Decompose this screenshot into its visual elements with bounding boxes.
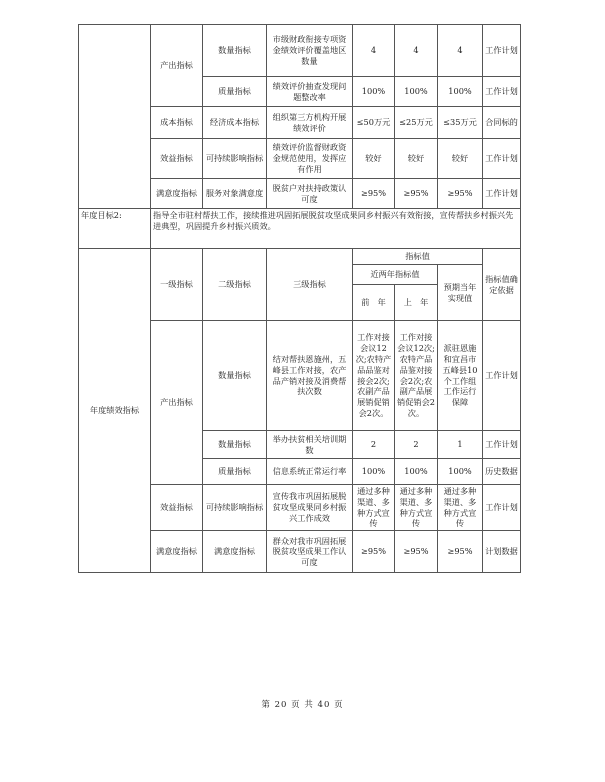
cell-v1: ≥95% — [353, 531, 395, 573]
cell-l1: 效益指标 — [151, 485, 203, 531]
cell-l1: 效益指标 — [151, 139, 203, 179]
cell-l2: 经济成本指标 — [203, 107, 267, 139]
performance-table — [78, 24, 521, 573]
goal-row — [79, 209, 521, 249]
cell-v1: 通过多种渠道、多种方式宣传 — [353, 485, 395, 531]
header-l2: 二级指标 — [203, 249, 267, 321]
cell-l1: 产出指标 — [151, 321, 203, 485]
cell-v2: ≤25万元 — [395, 107, 438, 139]
cell-v2: 工作对接会议12次;农特产品品鉴对接会2次;农副产品展销促销会2次。 — [395, 321, 438, 431]
cell-v3: 较好 — [438, 139, 483, 179]
cell-v1: 4 — [353, 25, 395, 77]
perf-label: 年度绩效指标 — [79, 249, 151, 573]
cell-basis: 合同标的 — [483, 107, 521, 139]
page-number: 第 20 页 共 40 页 — [261, 700, 344, 710]
cell-basis: 工作计划 — [483, 179, 521, 209]
cell-l3: 结对帮扶恩施州，五峰县工作对接，农产品产销对接及消费帮扶次数 — [267, 321, 353, 431]
cell-basis: 工作计划 — [483, 431, 521, 459]
cell-l2: 服务对象满意度 — [203, 179, 267, 209]
cell-l2: 质量指标 — [203, 459, 267, 485]
cell-v3: ≥95% — [438, 531, 483, 573]
cell-l3: 举办扶贫相关培训期数 — [267, 431, 353, 459]
header-row — [79, 249, 521, 265]
cell-v3: 100% — [438, 77, 483, 107]
cell-v2: 4 — [395, 25, 438, 77]
cell-l3: 群众对我市巩固拓展脱贫攻坚成果工作认可度 — [267, 531, 353, 573]
header-l3: 三级指标 — [267, 249, 353, 321]
cell-v1: ≤50万元 — [353, 107, 395, 139]
cell-v1: ≥95% — [353, 179, 395, 209]
cell-basis: 工作计划 — [483, 77, 521, 107]
cell-v2: 100% — [395, 77, 438, 107]
cell-v3: 派驻恩施和宜昌市五峰县10个工作组工作运行保障 — [438, 321, 483, 431]
cell-l2: 数量指标 — [203, 25, 267, 77]
cell-l1: 产出指标 — [151, 25, 203, 107]
header-expected: 预期当年实现值 — [438, 265, 483, 321]
cell-l3: 宣传我市巩固拓展脱贫攻坚成果同乡村振兴工作成效 — [267, 485, 353, 531]
cell-l3: 绩效评价监督财政资金规范使用，发挥应有作用 — [267, 139, 353, 179]
cell-basis: 工作计划 — [483, 485, 521, 531]
goal-text: 指导全市驻村帮扶工作，接续推进巩固拓展脱贫攻坚成果同乡村振兴有效衔接，宣传帮扶乡村振兴先进典型，巩固提升乡村振兴质效。 — [151, 209, 521, 249]
header-basis: 指标值确定依据 — [483, 249, 521, 321]
cell-v2: 通过多种渠道、多种方式宣传 — [395, 485, 438, 531]
cell-l2: 质量指标 — [203, 77, 267, 107]
cell-basis: 工作计划 — [483, 321, 521, 431]
cell-v3: ≥95% — [438, 179, 483, 209]
cell-v1: 工作对接会议12次;农特产品品鉴对接会2次;农副产品展销促销会2次。 — [353, 321, 395, 431]
cell-v1: 较好 — [353, 139, 395, 179]
cell-basis: 工作计划 — [483, 139, 521, 179]
header-before-last: 前 年 — [353, 285, 395, 321]
cell-l3: 脱贫户对扶持政策认可度 — [267, 179, 353, 209]
cell-l2: 可持续影响指标 — [203, 485, 267, 531]
cell-v1: 2 — [353, 431, 395, 459]
cell-v2: 2 — [395, 431, 438, 459]
cell-l2: 可持续影响指标 — [203, 139, 267, 179]
cell-v3: 通过多种渠道、多种方式宣传 — [438, 485, 483, 531]
cell-v1: 100% — [353, 459, 395, 485]
cell-basis: 计划数据 — [483, 531, 521, 573]
header-value: 指标值 — [353, 249, 483, 265]
header-recent: 近两年指标值 — [353, 265, 438, 285]
cell-v2: 较好 — [395, 139, 438, 179]
cell-v3: ≤35万元 — [438, 107, 483, 139]
cell-basis: 工作计划 — [483, 25, 521, 77]
cell-v2: ≥95% — [395, 179, 438, 209]
header-l1: 一级指标 — [151, 249, 203, 321]
cell-v1: 100% — [353, 77, 395, 107]
cell-l1: 满意度指标 — [151, 531, 203, 573]
cell-basis: 历史数据 — [483, 459, 521, 485]
cell-v3: 100% — [438, 459, 483, 485]
cell-v2: ≥95% — [395, 531, 438, 573]
header-last: 上 年 — [395, 285, 438, 321]
cell-l3: 信息系统正常运行率 — [267, 459, 353, 485]
cell-v2: 100% — [395, 459, 438, 485]
blank-cell — [79, 25, 151, 209]
cell-v3: 1 — [438, 431, 483, 459]
cell-l3: 绩效评价抽查发现问题整改率 — [267, 77, 353, 107]
cell-v3: 4 — [438, 25, 483, 77]
cell-l1: 成本指标 — [151, 107, 203, 139]
cell-l3: 市级财政衔接专项资金绩效评价覆盖地区数量 — [267, 25, 353, 77]
goal-label: 年度目标2: — [79, 209, 151, 249]
cell-l3: 组织第三方机构开展绩效评价 — [267, 107, 353, 139]
cell-l2: 数量指标 — [203, 431, 267, 459]
table-row — [79, 25, 521, 77]
cell-l1: 满意度指标 — [151, 179, 203, 209]
cell-l2: 数量指标 — [203, 321, 267, 431]
cell-l2: 满意度指标 — [203, 531, 267, 573]
